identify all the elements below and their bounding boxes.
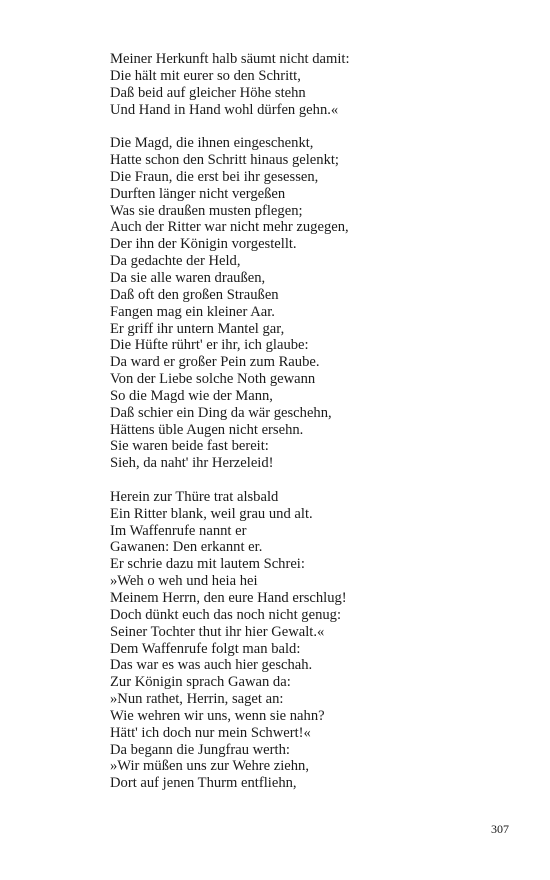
- verse-line: Da gedachte der Held,: [110, 253, 241, 270]
- verse-line: Doch dünkt euch das noch nicht genug:: [110, 606, 342, 623]
- verse-line: Der ihn der Königin vorgestellt.: [110, 236, 297, 253]
- verse-line: Er schrie dazu mit lautem Schrei:: [110, 556, 305, 573]
- verse-line: Sieh, da naht' ihr Herzeleid!: [110, 455, 274, 472]
- verse-line: Von der Liebe solche Noth gewann: [110, 371, 316, 388]
- stanza: [110, 489, 510, 792]
- verse-line: Da sie alle waren draußen,: [110, 269, 266, 286]
- verse-line: Die hält mit eurer so den Schritt,: [110, 67, 301, 84]
- stanza: [110, 51, 510, 118]
- verse-line: Meinem Herrn, den eure Hand erschlug!: [110, 590, 347, 606]
- verse-line: Zur Königin sprach Gawan da:: [110, 674, 291, 691]
- page-number: 307: [491, 822, 509, 836]
- verse-line: Gawanen: Den erkannt er.: [110, 539, 263, 556]
- verse-line: Was sie draußen musten pflegen;: [110, 202, 303, 219]
- verse-line: Fangen mag ein kleiner Aar.: [110, 303, 275, 320]
- stanza: [110, 135, 510, 472]
- verse-line: Durften länger nicht vergeßen: [110, 185, 286, 202]
- verse-line: Sie waren beide fast bereit:: [110, 438, 269, 455]
- verse-line: Die Hüfte rührt' er ihr, ich glaube:: [110, 337, 309, 354]
- verse-line: Meiner Herkunft halb säumt nicht damit:: [110, 51, 350, 67]
- verse-line: Im Waffenrufe nannt er: [110, 522, 247, 539]
- verse-line: Herein zur Thüre trat alsbald: [110, 488, 279, 505]
- verse-line: Hätt' ich doch nur mein Schwert!«: [110, 724, 311, 741]
- verse-line: Die Magd, die ihnen eingeschenkt,: [110, 135, 314, 152]
- verse-line: So die Magd wie der Mann,: [110, 387, 273, 404]
- verse-line: Er griff ihr untern Mantel gar,: [110, 320, 285, 337]
- verse-line: Wie wehren wir uns, wenn sie nahn?: [110, 707, 325, 724]
- verse-line: Hättens üble Augen nicht ersehn.: [110, 421, 304, 438]
- verse-line: Da begann die Jungfrau werth:: [110, 741, 290, 758]
- verse-line: Ein Ritter blank, weil grau und alt.: [110, 505, 313, 522]
- verse-line: Daß schier ein Ding da wär geschehn,: [110, 404, 332, 421]
- verse-line: Daß beid auf gleicher Höhe stehn: [110, 84, 306, 101]
- verse-line: Und Hand in Hand wohl dürfen gehn.«: [110, 101, 339, 118]
- verse-line: Daß oft den großen Straußen: [110, 286, 279, 303]
- verse-line: Da ward er großer Pein zum Raube.: [110, 354, 320, 371]
- verse-line: Das war es was auch hier geschah.: [110, 657, 313, 674]
- verse-line: »Wir müßen uns zur Wehre ziehn,: [110, 758, 309, 775]
- verse-line: Seiner Tochter thut ihr hier Gewalt.«: [110, 623, 325, 640]
- verse-line: »Weh o weh und heia hei: [110, 573, 258, 590]
- verse-line: »Nun rathet, Herrin, saget an:: [110, 691, 284, 708]
- verse-line: Die Fraun, die erst bei ihr gesessen,: [110, 168, 319, 185]
- verse-line: Hatte schon den Schritt hinaus gelenkt;: [110, 152, 339, 169]
- poem-text: [110, 51, 510, 792]
- verse-line: Auch der Ritter war nicht mehr zugegen,: [110, 219, 349, 236]
- verse-line: Dort auf jenen Thurm entfliehn,: [110, 775, 297, 792]
- verse-line: Dem Waffenrufe folgt man bald:: [110, 640, 301, 657]
